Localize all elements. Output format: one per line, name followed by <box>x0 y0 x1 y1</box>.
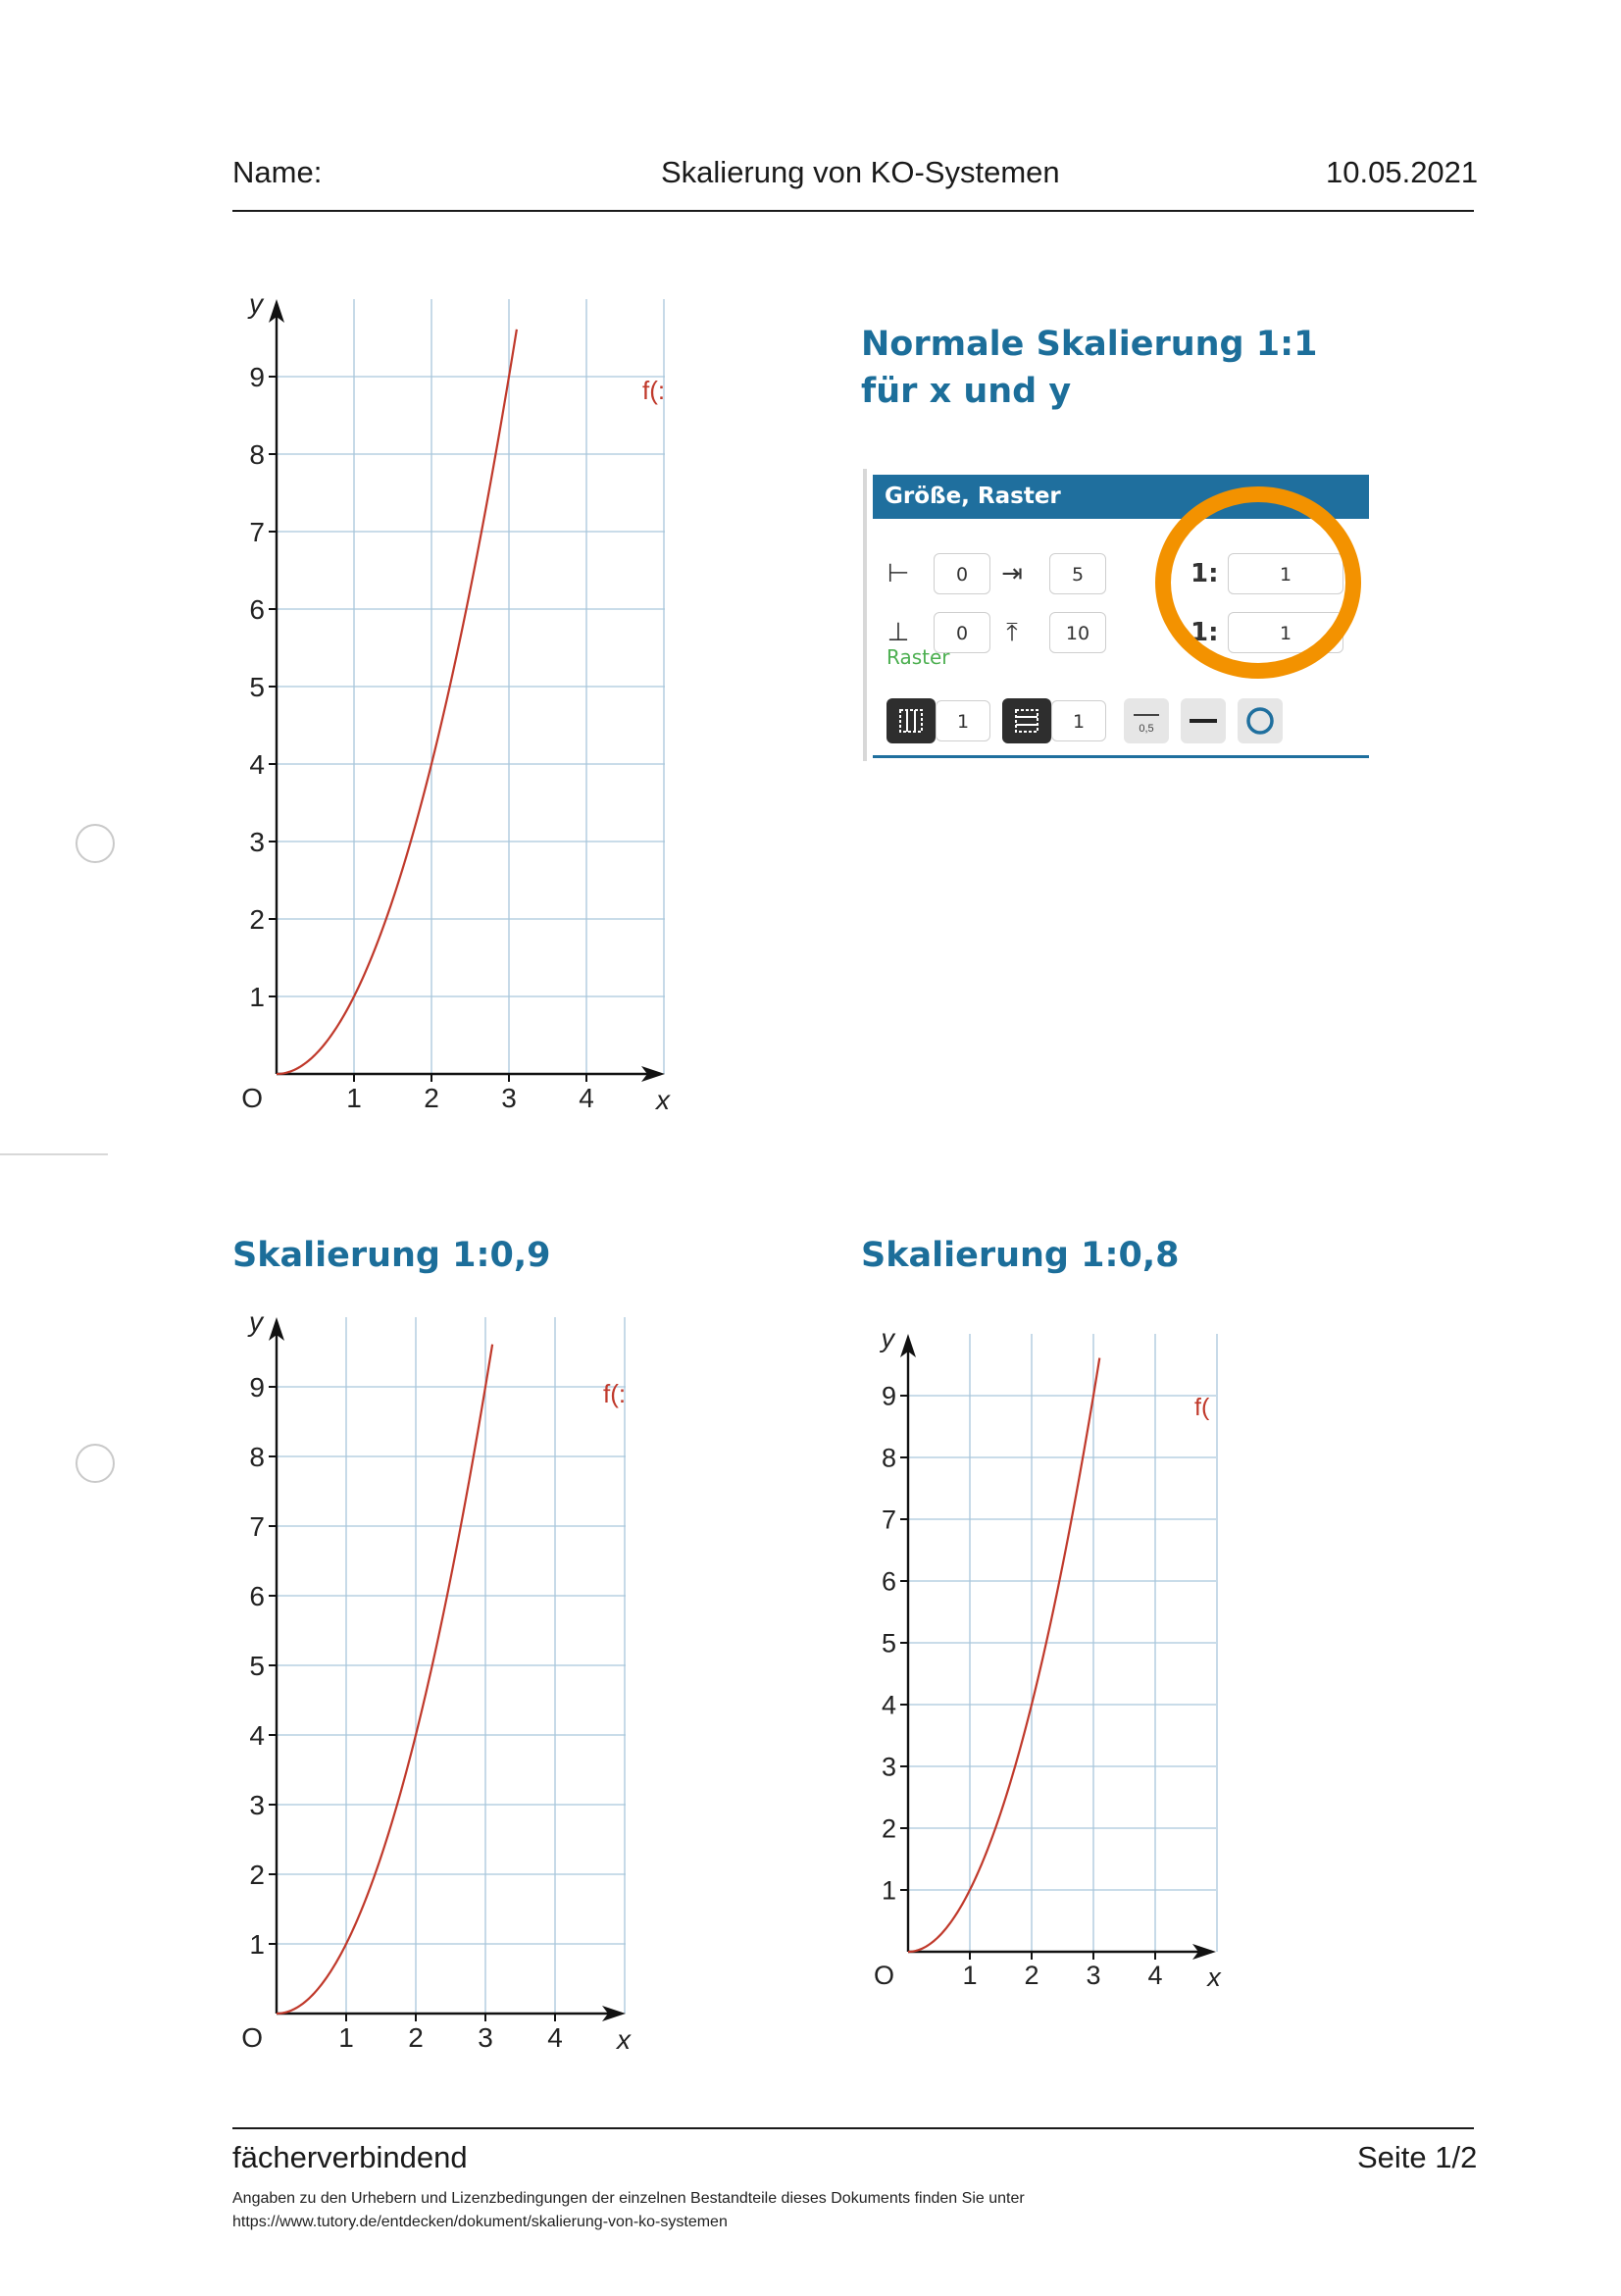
y-axis-label: y <box>249 1306 263 1337</box>
footer-credits <box>232 2187 1025 2234</box>
ratio-label-x: 1: <box>1190 559 1219 588</box>
ratio-x-input[interactable]: 1 <box>1228 553 1343 594</box>
y-tick-label: 4 <box>249 1720 265 1752</box>
circle-style-button[interactable] <box>1238 698 1283 743</box>
function-label: f( <box>1194 1394 1210 1421</box>
heading-normal-line2: für x und y <box>861 372 1072 411</box>
function-label: f(: <box>642 376 666 405</box>
ratio-label-y: 1: <box>1190 618 1219 647</box>
circle-icon <box>1238 698 1283 743</box>
vertical-grid-icon <box>886 698 936 743</box>
origin-label: O <box>241 1083 263 1113</box>
y-tick-label: 4 <box>881 1690 896 1720</box>
name-label: Name: <box>232 155 323 189</box>
x-tick-label: 1 <box>338 2022 354 2053</box>
x-max-arrow-icon: ⇥ <box>1001 559 1023 588</box>
fold-mark <box>0 1153 108 1155</box>
origin-label: O <box>241 2022 263 2053</box>
grid-y-input[interactable]: 1 <box>1051 700 1106 741</box>
x-axis-label: x <box>1207 1963 1221 1992</box>
y-tick-label: 1 <box>249 1929 265 1961</box>
line-icon <box>1181 698 1226 743</box>
y-tick-label: 9 <box>249 1372 265 1403</box>
chart-scale-1-09 <box>226 1304 637 2069</box>
footer-credit-line1: Angaben zu den Urhebern und Lizenzbedingungen der einzelnen Bestandteile dieses Dokuments finden Sie unter <box>232 2190 1025 2207</box>
x-axis-label: x <box>617 2024 631 2055</box>
x-tick-label: 4 <box>579 1083 594 1113</box>
y-tick-label: 4 <box>249 749 265 781</box>
y-tick-label: 6 <box>249 1581 265 1612</box>
x-tick-label: 3 <box>478 2022 493 2053</box>
footer-subject: fächerverbindend <box>232 2140 468 2174</box>
y-tick-label: 2 <box>249 904 265 936</box>
line-style-button[interactable] <box>1181 698 1226 743</box>
chart-svg <box>226 1304 637 2069</box>
y-tick-label: 7 <box>249 517 265 548</box>
punch-hole-mark <box>76 1444 115 1483</box>
y-tick-label: 2 <box>249 1860 265 1891</box>
chart-svg <box>853 1319 1226 1996</box>
y-axis-label: y <box>881 1323 894 1353</box>
y-tick-label: 6 <box>881 1566 896 1597</box>
y-tick-label: 8 <box>249 1442 265 1473</box>
x-tick-label: 1 <box>346 1083 362 1113</box>
document-date: 10.05.2021 <box>1326 155 1479 189</box>
function-label: f(: <box>603 1379 627 1408</box>
tick-label-icon <box>1124 698 1169 743</box>
function-curve <box>277 330 517 1074</box>
heading-scaling-09: Skalierung 1:0,9 <box>232 1236 551 1275</box>
document-title: Skalierung von KO-Systemen <box>661 155 1060 189</box>
y-tick-label: 5 <box>249 672 265 703</box>
y-max-arrow-icon: ⤒ <box>1006 618 1018 647</box>
x-tick-label: 2 <box>1024 1961 1039 1990</box>
horizontal-grid-icon <box>1002 698 1051 743</box>
y-tick-label: 7 <box>881 1505 896 1535</box>
footer-credit-line2: https://www.tutory.de/entdecken/dokument/skalierung-von-ko-systemen <box>232 2214 728 2230</box>
grid-x-input[interactable]: 1 <box>936 700 990 741</box>
y-tick-label: 7 <box>249 1511 265 1543</box>
x-tick-label: 1 <box>962 1961 978 1990</box>
panel-bottom-rule <box>873 755 1369 758</box>
raster-label: Raster <box>886 645 950 669</box>
footer-rule <box>232 2127 1474 2129</box>
chart-scale-1-08 <box>853 1319 1226 1996</box>
chart-svg <box>226 289 677 1128</box>
vertical-grid-button[interactable] <box>886 698 936 743</box>
x-tick-label: 4 <box>1147 1961 1163 1990</box>
y-tick-label: 9 <box>881 1381 896 1411</box>
panel-title: Größe, Raster <box>873 475 1369 519</box>
y-tick-label: 3 <box>249 827 265 858</box>
x-min-input[interactable]: 0 <box>934 553 990 594</box>
footer-page-number: Seite 1/2 <box>1357 2140 1478 2174</box>
ratio-y-input[interactable]: 1 <box>1228 612 1343 653</box>
y-tick-label: 2 <box>881 1813 896 1844</box>
tick-label-button[interactable] <box>1124 698 1169 743</box>
heading-scaling-08: Skalierung 1:0,8 <box>861 1236 1180 1275</box>
y-tick-label: 6 <box>249 594 265 626</box>
y-tick-label: 9 <box>249 362 265 393</box>
y-tick-label: 5 <box>249 1651 265 1682</box>
chart-scale-1-1 <box>226 289 677 1128</box>
function-curve <box>908 1358 1099 1952</box>
function-curve <box>277 1345 492 2014</box>
y-tick-label: 3 <box>249 1790 265 1821</box>
highlight-ring <box>1155 486 1361 679</box>
horizontal-grid-button[interactable] <box>1002 698 1051 743</box>
punch-hole-mark <box>76 824 115 863</box>
x-tick-label: 3 <box>1086 1961 1101 1990</box>
x-tick-label: 2 <box>408 2022 424 2053</box>
header-rule <box>232 210 1474 212</box>
y-tick-label: 1 <box>249 982 265 1013</box>
y-tick-label: 1 <box>881 1875 896 1906</box>
y-min-input[interactable]: 0 <box>934 612 990 653</box>
x-min-arrow-icon: ⊢ <box>886 559 910 588</box>
y-max-input[interactable]: 10 <box>1049 612 1106 653</box>
x-tick-label: 2 <box>424 1083 439 1113</box>
tick-label-text: 0,5 <box>1139 723 1154 735</box>
heading-normal-line1: Normale Skalierung 1:1 <box>861 325 1318 364</box>
x-tick-label: 4 <box>547 2022 563 2053</box>
x-axis-label: x <box>656 1085 670 1115</box>
y-axis-label: y <box>249 289 263 319</box>
y-min-arrow-icon: ⊥ <box>886 618 910 647</box>
y-tick-label: 5 <box>881 1628 896 1658</box>
heading-normal-scaling <box>861 321 1317 415</box>
x-max-input[interactable]: 5 <box>1049 553 1106 594</box>
y-tick-label: 8 <box>881 1443 896 1473</box>
origin-label: O <box>873 1961 894 1990</box>
x-tick-label: 3 <box>501 1083 517 1113</box>
y-tick-label: 8 <box>249 439 265 471</box>
y-tick-label: 3 <box>881 1752 896 1782</box>
